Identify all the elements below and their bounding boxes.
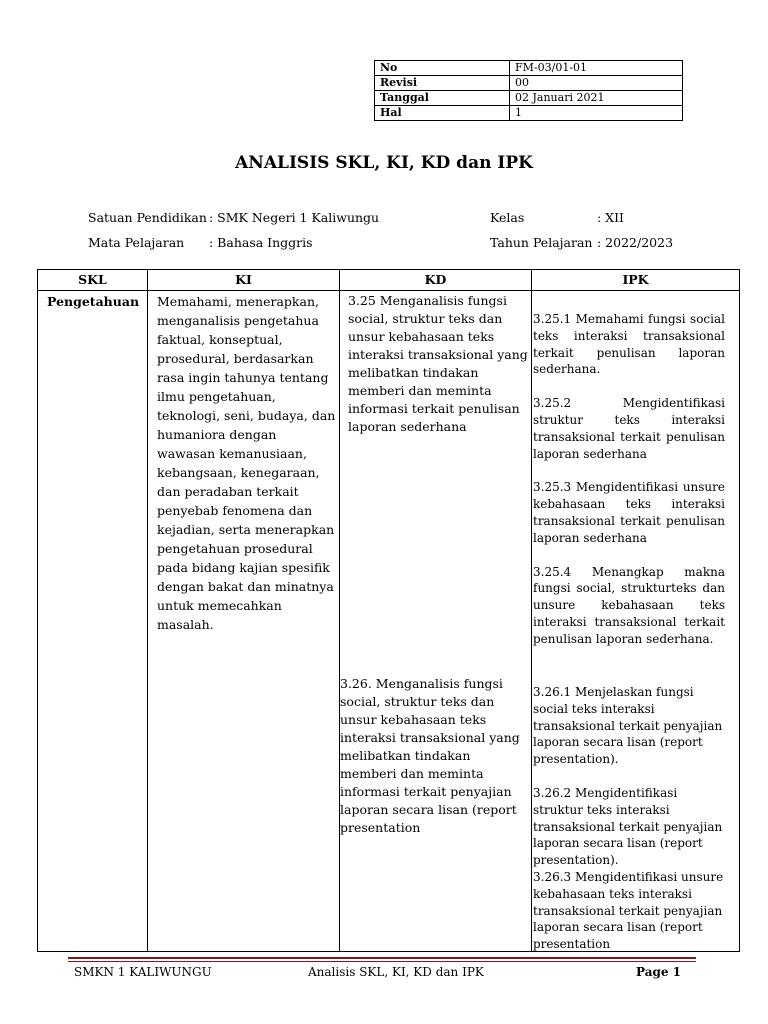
- column-divider: [339, 270, 340, 951]
- header-skl: SKL: [78, 272, 107, 287]
- ipk-item: 3.25.2 Mengidentifikasi struktur teks interaksi transaksional terkait penulisan laporan sederhana: [533, 396, 725, 461]
- meta-revisi-label: Revisi: [375, 76, 510, 91]
- footer-school: SMKN 1 KALIWUNGU: [74, 965, 212, 979]
- kd-cell-3-25: 3.25 Menganalisis fungsi social, struktur teks dan unsur kebahasaan teks interaksi transaksional yang melibatkan tindakan memberi dan meminta informasi terkait penulisan laporan sederhana: [348, 293, 528, 434]
- tahun-label: Tahun Pelajaran: [490, 235, 593, 250]
- column-divider: [531, 270, 532, 951]
- meta-no-value: FM-03/01-01: [510, 61, 683, 76]
- analysis-table: [37, 269, 740, 952]
- document-title: ANALISIS SKL, KI, KD dan IPK: [235, 153, 533, 173]
- ipk-group-3-25: [533, 311, 725, 648]
- meta-tanggal-value: 02 Januari 2021: [510, 91, 683, 106]
- footer-rule-thin: [68, 961, 696, 962]
- header-kd: KD: [424, 272, 447, 287]
- form-meta-table: [374, 60, 683, 121]
- meta-tanggal-label: Tanggal: [375, 91, 510, 106]
- meta-hal-label: Hal: [375, 106, 510, 121]
- ipk-item: 3.25.1 Memahami fungsi social teks interaksi transaksional terkait penulisan laporan sederhana.: [533, 312, 725, 377]
- ipk-item: 3.26.1 Menjelaskan fungsi social teks interaksi transaksional terkait penyajian laporan secara lisan (report presentation).: [533, 685, 723, 767]
- meta-no-label: No: [375, 61, 510, 76]
- footer-page-number: Page 1: [636, 965, 682, 979]
- tahun-value: : 2022/2023: [597, 235, 674, 250]
- meta-hal-value: 1: [510, 106, 683, 121]
- footer-rule: [68, 957, 696, 959]
- header-ipk: IPK: [622, 272, 649, 287]
- skl-cell: Pengetahuan: [47, 294, 140, 309]
- ipk-item: 3.26.2 Mengidentifikasi struktur teks interaksi transaksional terkait penyajian laporan secara lisan (report presentation).: [533, 785, 723, 868]
- ipk-item: 3.25.3 Mengidentifikasi unsure kebahasaan teks interaksi transaksional terkait penulisan laporan sederhana: [533, 480, 725, 545]
- satuan-value: : SMK Negeri 1 Kaliwungu: [209, 210, 380, 225]
- footer-doc-title: Analisis SKL, KI, KD dan IPK: [308, 965, 484, 979]
- ipk-item: 3.25.4 Menangkap makna fungsi social, strukturteks dan unsure kebahasaan teks interaksi transaksional terkait penulisan laporan sederhana.: [533, 564, 725, 646]
- header-ki: KI: [235, 272, 252, 287]
- column-divider: [147, 270, 148, 951]
- meta-revisi-value: 00: [510, 76, 683, 91]
- ipk-item: 3.26.3 Mengidentifikasi unsure kebahasaan teks interaksi transaksional terkait penyajian laporan secara lisan (report presentation: [533, 869, 724, 952]
- kelas-label: Kelas: [490, 210, 525, 225]
- kelas-value: : XII: [597, 210, 624, 225]
- header-divider: [38, 290, 739, 291]
- mapel-label: Mata Pelajaran: [88, 235, 185, 250]
- ipk-group-3-26: [533, 684, 725, 953]
- ki-cell: Memahami, menerapkan, menganalisis pengetahua faktual, konseptual, prosedural, berdasarkan rasa ingin tahunya tentang ilmu pengetahuan, teknologi, seni, budaya, dan humaniora dengan wawasan kemanusiaan, kebangsaan, kenegaraan, dan peradaban terkait penyebab fenomena dan kejadian, serta menerapkan pengetahuan prosedural pada bidang kajian spesifik dengan bakat dan minatnya untuk memecahkan masalah.: [157, 294, 336, 632]
- satuan-label: Satuan Pendidikan: [88, 210, 207, 225]
- mapel-value: : Bahasa Inggris: [209, 235, 313, 250]
- kd-cell-3-26: 3.26. Menganalisis fungsi social, struktur teks dan unsur kebahasaan teks interaksi transaksional yang melibatkan tindakan memberi dan meminta informasi terkait penyajian laporan secara lisan (report presentation: [340, 676, 520, 835]
